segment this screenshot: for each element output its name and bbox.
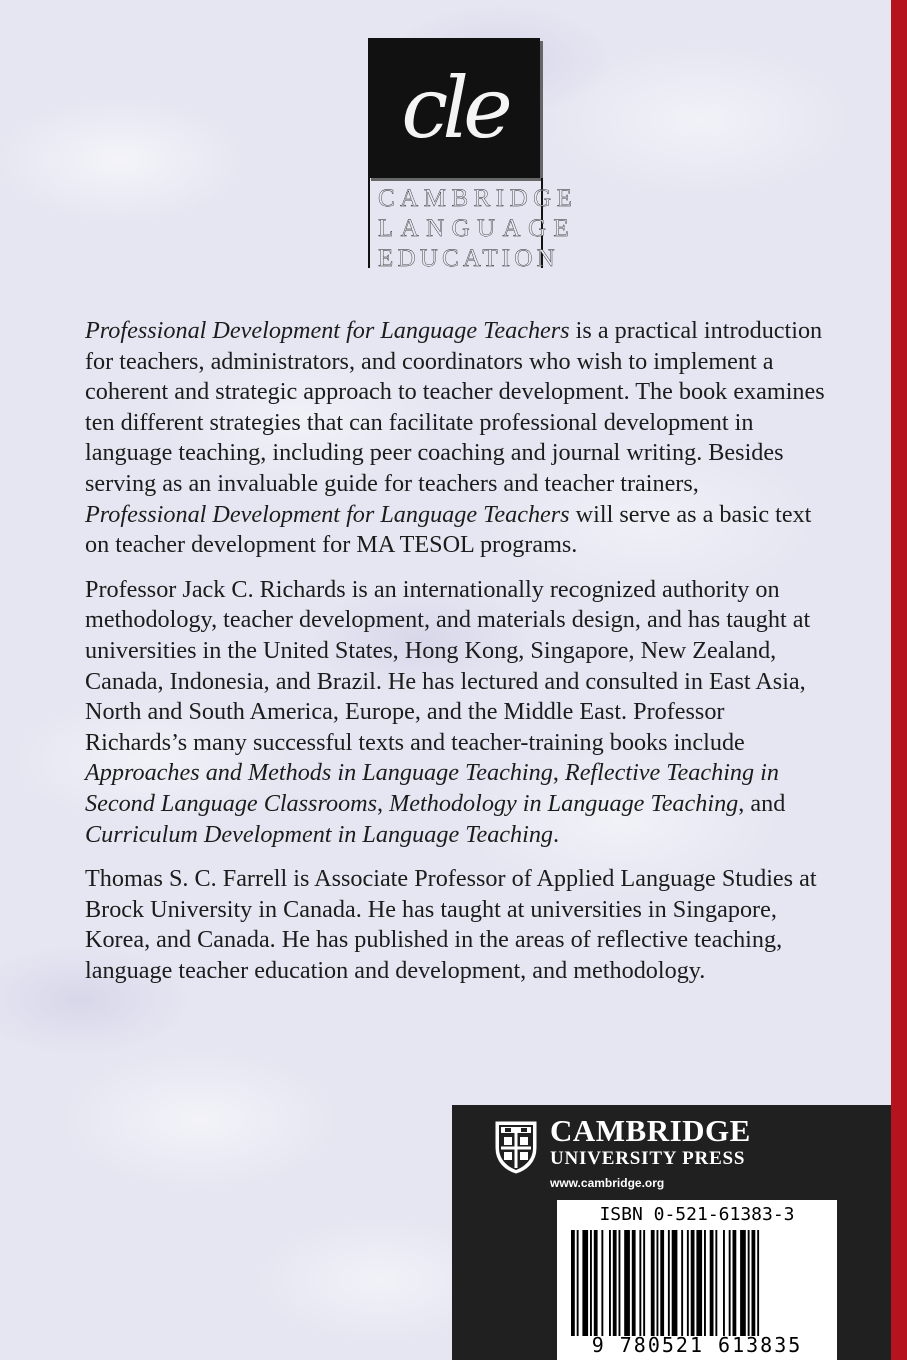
barcode-bar (672, 1230, 678, 1336)
separator: , (377, 789, 390, 817)
publisher-panel (452, 1105, 891, 1360)
description-paragraph (85, 316, 825, 561)
logo-monogram: cle (401, 59, 507, 157)
barcode-bar (651, 1230, 655, 1336)
barcode-bar (624, 1230, 630, 1336)
barcode-bar (748, 1230, 750, 1336)
book-reference: Curriculum Development in Language Teaching (85, 820, 554, 848)
author-bio-richards (85, 575, 825, 850)
cambridge-crest-icon (492, 1118, 540, 1174)
barcode-bar (668, 1230, 670, 1336)
bio-text: Professor Jack C. Richards is an internationally recognized authority on methodology, teacher development, and materials design, and has taught at universities in the United States, Hong Kong, Singapore, New Zealand, Canada, Indonesia, and Brazil. He has lectured and consulted in East Asia, North and South America, Europe, and the Middle East. Professor Richards’s many successful texts and teacher-training books include (85, 575, 811, 756)
logo-line-3: EDUCATION (378, 245, 559, 272)
barcode-bar (733, 1230, 737, 1336)
barcode-bar (687, 1230, 689, 1336)
logo-wordmark (378, 184, 578, 274)
isbn-label: ISBN 0-521-61383-3 (599, 1204, 795, 1225)
barcode-bar (577, 1230, 579, 1336)
barcode-bar (571, 1230, 575, 1336)
barcode-bar (757, 1230, 759, 1336)
barcode-bar (691, 1230, 695, 1336)
barcode-bar (710, 1230, 714, 1336)
separator: . (553, 820, 560, 848)
barcode-bar (601, 1230, 603, 1336)
book-title: Professional Development for Language Teachers (85, 317, 570, 344)
barcode-bar (729, 1230, 731, 1336)
barcode-bar (590, 1230, 592, 1336)
barcode-bar (582, 1230, 588, 1336)
barcode-bar (704, 1230, 706, 1336)
barcode-bar (740, 1230, 746, 1336)
book-reference: Reflective Teaching in Second Language Classrooms (85, 759, 779, 817)
barcode-bar (723, 1230, 725, 1336)
barcode-bar (715, 1230, 717, 1336)
barcode-bar (632, 1230, 636, 1336)
book-description (85, 316, 825, 1000)
barcode-bar (643, 1230, 645, 1336)
barcode-number: 9 780521 613835 (591, 1333, 803, 1357)
book-reference: Approaches and Methods in Language Teaching (85, 759, 553, 787)
barcode-icon (571, 1230, 827, 1336)
cle-logo (368, 38, 578, 272)
barcode-bar (639, 1230, 641, 1336)
barcode-bar (681, 1230, 683, 1336)
barcode-bar (609, 1230, 611, 1336)
barcode-bar (613, 1230, 617, 1336)
barcode-bar (696, 1230, 702, 1336)
spine-stripe (891, 0, 907, 1360)
logo-box (368, 38, 540, 178)
description-text: is a practical introduction for teachers, administrators, and coordinators who wish to implement a coherent and strategic approach to teacher development. The book examines ten different strategies that can facilitate professional development in language teaching, including peer coaching and journal writing. Besides serving as an invaluable guide for teachers and teacher trainers, (85, 317, 825, 497)
publisher-name: CAMBRIDGE (550, 1113, 751, 1148)
barcode-bar (657, 1230, 659, 1336)
barcode-bar (594, 1230, 598, 1336)
author-bio-farrell: Thomas S. C. Farrell is Associate Professor of Applied Language Studies at Brock University in Canada. He has taught at universities in Singapore, Korea, and Canada. He has published in the areas of reflective teaching, language teacher education and development, and methodology. (85, 865, 817, 984)
book-reference: Methodology in Language Teaching (389, 789, 739, 817)
separator: , and (738, 789, 786, 817)
barcode-box (557, 1200, 837, 1360)
publisher-url[interactable]: www.cambridge.org (550, 1176, 665, 1190)
description-text: will serve as a basic text on teacher development for MA TESOL programs. (85, 500, 812, 559)
barcode-bar (752, 1230, 756, 1336)
barcode-bar (660, 1230, 664, 1336)
logo-line-1: CAMBRIDGE (378, 185, 578, 212)
separator: , (552, 759, 565, 787)
book-title: Professional Development for Language Teachers (85, 500, 570, 528)
logo-line-2: LANGUAGE (378, 215, 577, 242)
publisher-subname: UNIVERSITY PRESS (550, 1148, 746, 1169)
barcode-bar (619, 1230, 621, 1336)
